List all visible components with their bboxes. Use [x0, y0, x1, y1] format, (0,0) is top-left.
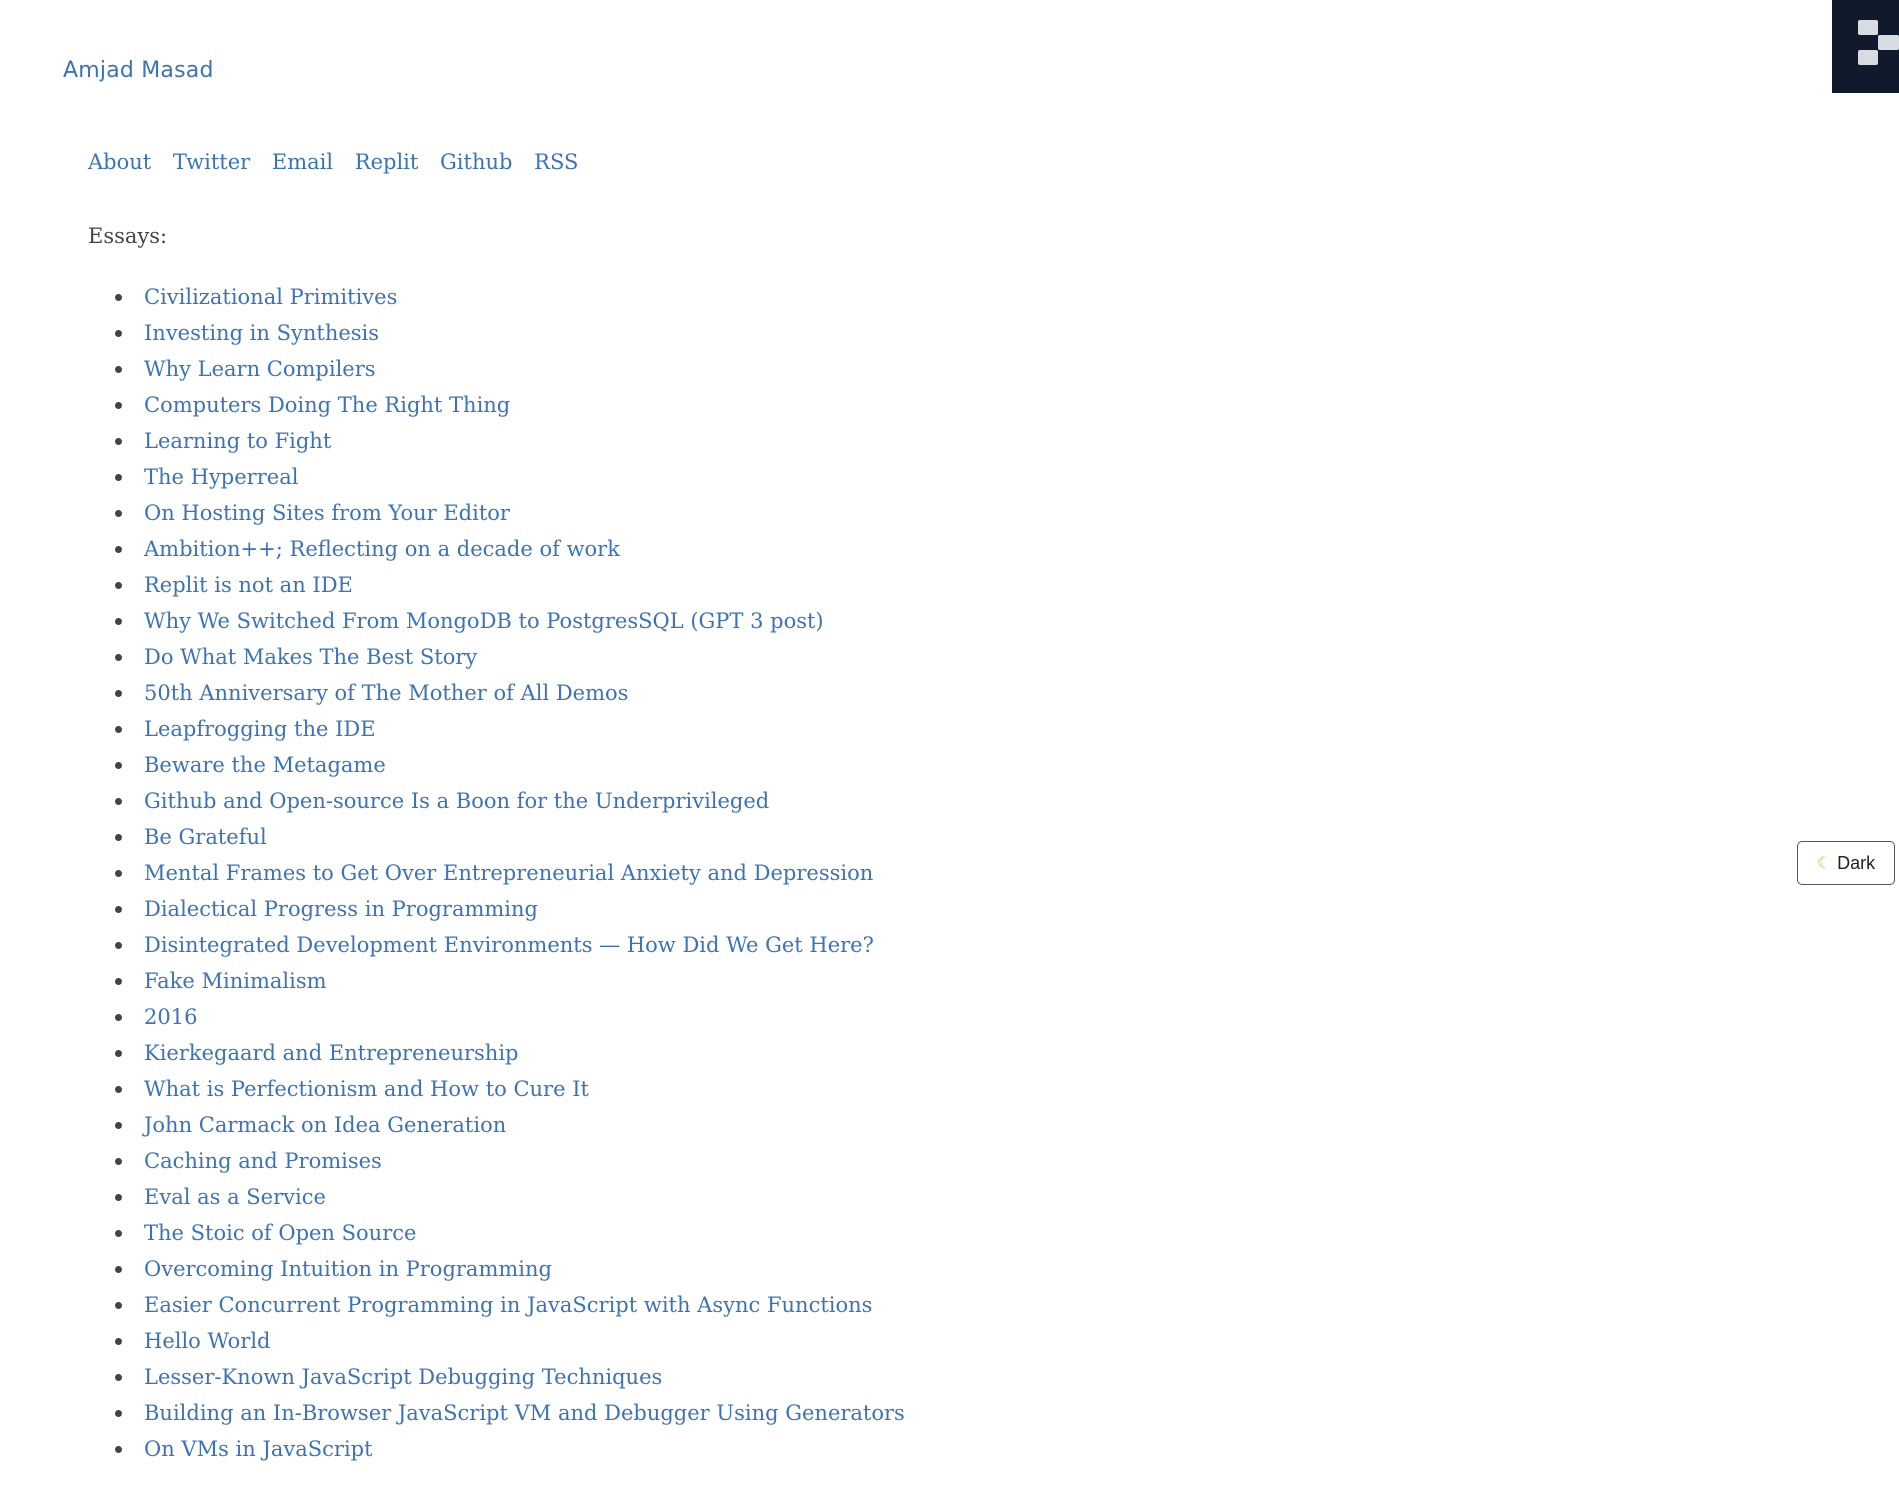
list-item	[144, 1073, 905, 1109]
essay-link[interactable]: Building an In-Browser JavaScript VM and Debugger Using Generators	[144, 1401, 905, 1425]
essay-link[interactable]: On VMs in JavaScript	[144, 1437, 373, 1461]
site-title-link[interactable]: Amjad Masad	[63, 58, 214, 83]
essay-link[interactable]: On Hosting Sites from Your Editor	[144, 501, 510, 525]
essay-link[interactable]: Why Learn Compilers	[144, 357, 376, 381]
list-item	[144, 1001, 905, 1037]
moon-icon: ☾	[1816, 855, 1832, 872]
essay-link[interactable]: Kierkegaard and Entrepreneurship	[144, 1041, 519, 1065]
essay-link[interactable]: Dialectical Progress in Programming	[144, 897, 538, 921]
list-item	[144, 1037, 905, 1073]
essay-link[interactable]: Beware the Metagame	[144, 753, 386, 777]
essay-link[interactable]: Easier Concurrent Programming in JavaScript with Async Functions	[144, 1293, 873, 1317]
list-item	[144, 1217, 905, 1253]
essay-link[interactable]: Github and Open-source Is a Boon for the Underprivileged	[144, 789, 770, 813]
nav-github-link[interactable]: Github	[440, 150, 513, 174]
list-item	[144, 785, 905, 821]
nav-about-link[interactable]: About	[88, 150, 152, 174]
list-item	[144, 1109, 905, 1145]
essay-link[interactable]: Ambition++; Reflecting on a decade of work	[144, 537, 620, 561]
list-item	[144, 389, 905, 425]
essay-link[interactable]: John Carmack on Idea Generation	[144, 1113, 507, 1137]
list-item	[144, 1145, 905, 1181]
list-item	[144, 317, 905, 353]
essay-link[interactable]: Mental Frames to Get Over Entrepreneurial Anxiety and Depression	[144, 861, 874, 885]
list-item	[144, 1397, 905, 1433]
nav-replit-link[interactable]: Replit	[354, 150, 419, 174]
dark-mode-toggle-button[interactable]	[1797, 841, 1895, 885]
list-item	[144, 929, 905, 965]
nav-email-link[interactable]: Email	[271, 150, 334, 174]
essay-link[interactable]: Caching and Promises	[144, 1149, 382, 1173]
essay-link[interactable]: 50th Anniversary of The Mother of All Demos	[144, 681, 629, 705]
list-item	[144, 1181, 905, 1217]
list-item	[144, 713, 905, 749]
essays-heading: Essays:	[88, 224, 168, 248]
essay-list	[88, 281, 905, 1469]
list-item	[144, 641, 905, 677]
list-item	[144, 533, 905, 569]
essay-link[interactable]: Do What Makes The Best Story	[144, 645, 478, 669]
list-item	[144, 425, 905, 461]
list-item	[144, 677, 905, 713]
essay-link[interactable]: Fake Minimalism	[144, 969, 327, 993]
list-item	[144, 461, 905, 497]
list-item	[144, 1289, 905, 1325]
essay-link[interactable]: 2016	[144, 1005, 198, 1029]
replit-logo-icon[interactable]	[1832, 0, 1899, 93]
list-item	[144, 857, 905, 893]
list-item	[144, 749, 905, 785]
essay-link[interactable]: Replit is not an IDE	[144, 573, 353, 597]
essay-link[interactable]: Overcoming Intuition in Programming	[144, 1257, 552, 1281]
essay-link[interactable]: Learning to Fight	[144, 429, 332, 453]
list-item	[144, 965, 905, 1001]
essay-link[interactable]: Disintegrated Development Environments — How Did We Get Here?	[144, 933, 874, 957]
essay-link[interactable]: Leapfrogging the IDE	[144, 717, 376, 741]
list-item	[144, 1253, 905, 1289]
list-item	[144, 569, 905, 605]
list-item	[144, 1433, 905, 1469]
list-item	[144, 893, 905, 929]
top-nav	[88, 150, 593, 174]
list-item	[144, 605, 905, 641]
essay-link[interactable]: What is Perfectionism and How to Cure It	[144, 1077, 589, 1101]
essay-link[interactable]: Lesser-Known JavaScript Debugging Techniques	[144, 1365, 663, 1389]
list-item	[144, 821, 905, 857]
list-item	[144, 353, 905, 389]
essay-link[interactable]: Civilizational Primitives	[144, 285, 398, 309]
list-item	[144, 1325, 905, 1361]
list-item	[144, 497, 905, 533]
essay-link[interactable]: Computers Doing The Right Thing	[144, 393, 511, 417]
essay-link[interactable]: Investing in Synthesis	[144, 321, 380, 345]
nav-rss-link[interactable]: RSS	[534, 150, 579, 174]
essay-link[interactable]: Why We Switched From MongoDB to PostgresSQL (GPT 3 post)	[144, 609, 824, 633]
essay-link[interactable]: The Hyperreal	[144, 465, 299, 489]
essay-link[interactable]: Be Grateful	[144, 825, 267, 849]
nav-twitter-link[interactable]: Twitter	[172, 150, 251, 174]
theme-toggle-label: Dark	[1837, 852, 1876, 873]
list-item	[144, 1361, 905, 1397]
essay-link[interactable]: The Stoic of Open Source	[144, 1221, 417, 1245]
list-item	[144, 281, 905, 317]
essay-link[interactable]: Eval as a Service	[144, 1185, 326, 1209]
essay-link[interactable]: Hello World	[144, 1329, 271, 1353]
